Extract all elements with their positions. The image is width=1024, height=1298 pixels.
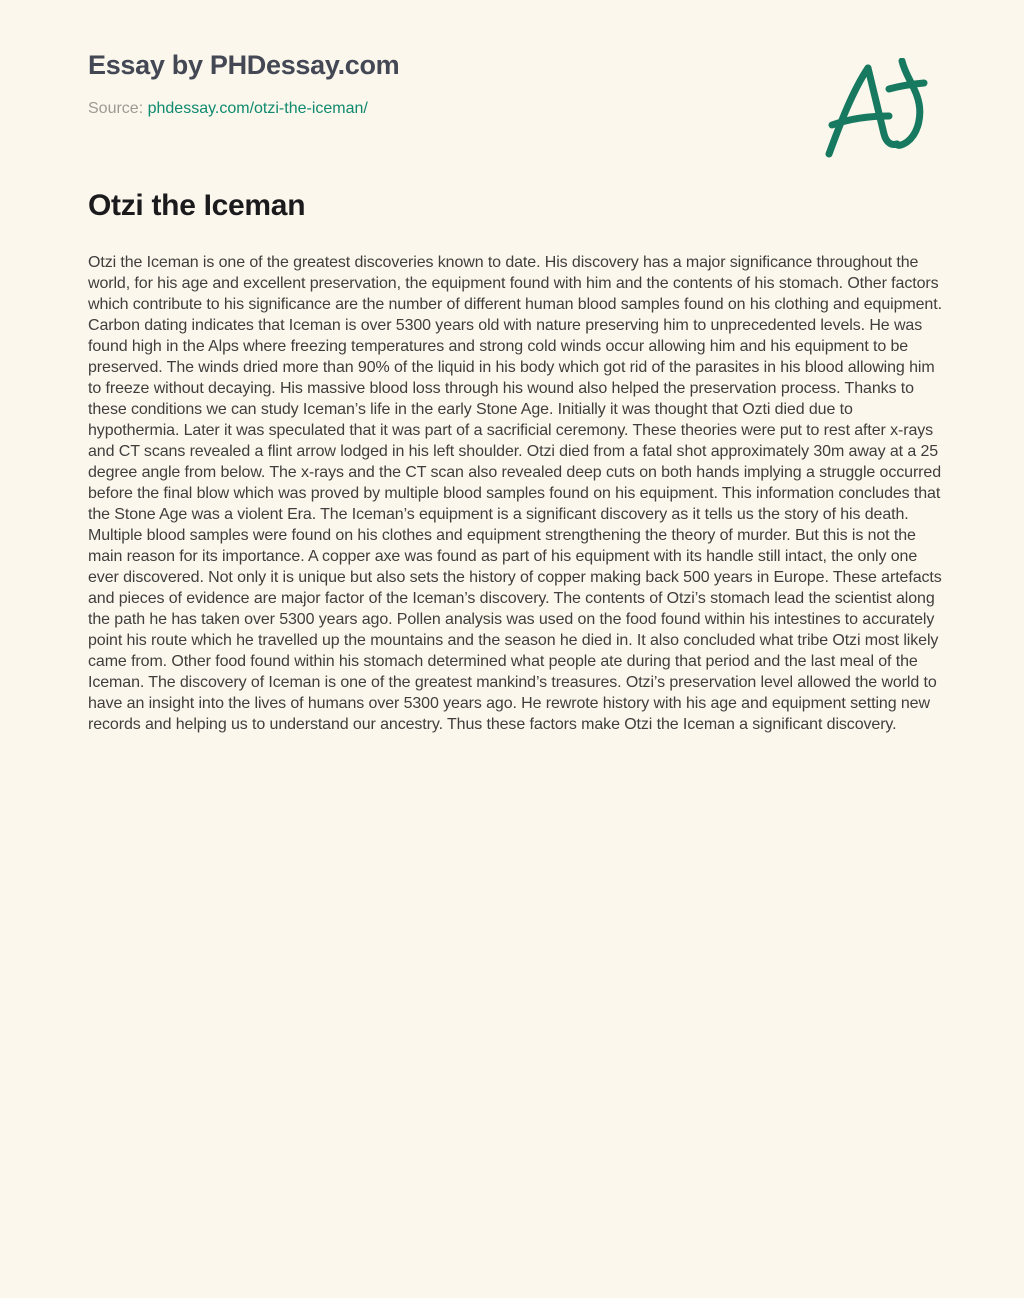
source-link[interactable]: phdessay.com/otzi-the-iceman/ [147, 100, 368, 117]
article-title: Otzi the Iceman [88, 189, 306, 222]
page-header-title: Essay by PHDessay.com [88, 50, 400, 80]
source-line [88, 100, 368, 118]
article-body-paragraph: Otzi the Iceman is one of the greatest discoveries known to date. His discovery has a major significance throughout the world, for his age and excellent preservation, the equipment found with him and the contents of his stomach. Other factors which contribute to his significance are the number of different human blood samples found on his clothing and equipment. Carbon dating indicates that Iceman is over 5300 years old with nature preserving him to unprecedented levels. He was found high in the Alps where freezing temperatures and strong cold winds occur allowing him and his equipment to be preserved. The winds dried more than 90% of the liquid in his body which got rid of the parasites in his blood allowing him to freeze without decaying. His massive blood loss through his wound also helped the preservation process. Thanks to these conditions we can study Iceman’s life in the early Stone Age. Initially it was thought that Ozti died due to hypothermia. Later it was speculated that it was part of a sacrificial ceremony. These theories were put to rest after x-rays and CT scans revealed a flint arrow lodged in his left shoulder. Otzi died from a fatal shot approximately 30m away at a 25 degree angle from below. The x-rays and the CT scan also revealed deep cuts on both hands implying a struggle occurred before the final blow which was proved by multiple blood samples found on his equipment. This information concludes that the Stone Age was a violent Era. The Iceman’s equipment is a significant discovery as it tells us the story of his death. Multiple blood samples were found on his clothes and equipment strengthening the theory of murder. But this is not the main reason for its importance. A copper axe was found as part of his equipment with its handle still intact, the only one ever discovered. Not only it is unique but also sets the history of copper making back 500 years in Europe. These artefacts and pieces of evidence are major factor of the Iceman’s discovery. The contents of Otzi’s stomach lead the scientist along the path he has taken over 5300 years ago. Pollen analysis was used on the food found within his intestines to accurately point his route which he travelled up the mountains and the season he died in. It also concluded what tribe Otzi most likely came from. Other food found within his stomach determined what people ate during that period and the last meal of the Iceman. The discovery of Iceman is one of the greatest mankind’s treasures. Otzi’s preservation level allowed the world to have an insight into the lives of humans over 5300 years ago. He rewrote history with his age and equipment setting new records and helping us to understand our ancestry. Thus these factors make Otzi the Iceman a significant discovery. [88, 254, 942, 733]
source-label: Source: [88, 100, 144, 117]
a-plus-logo-icon [820, 58, 935, 163]
